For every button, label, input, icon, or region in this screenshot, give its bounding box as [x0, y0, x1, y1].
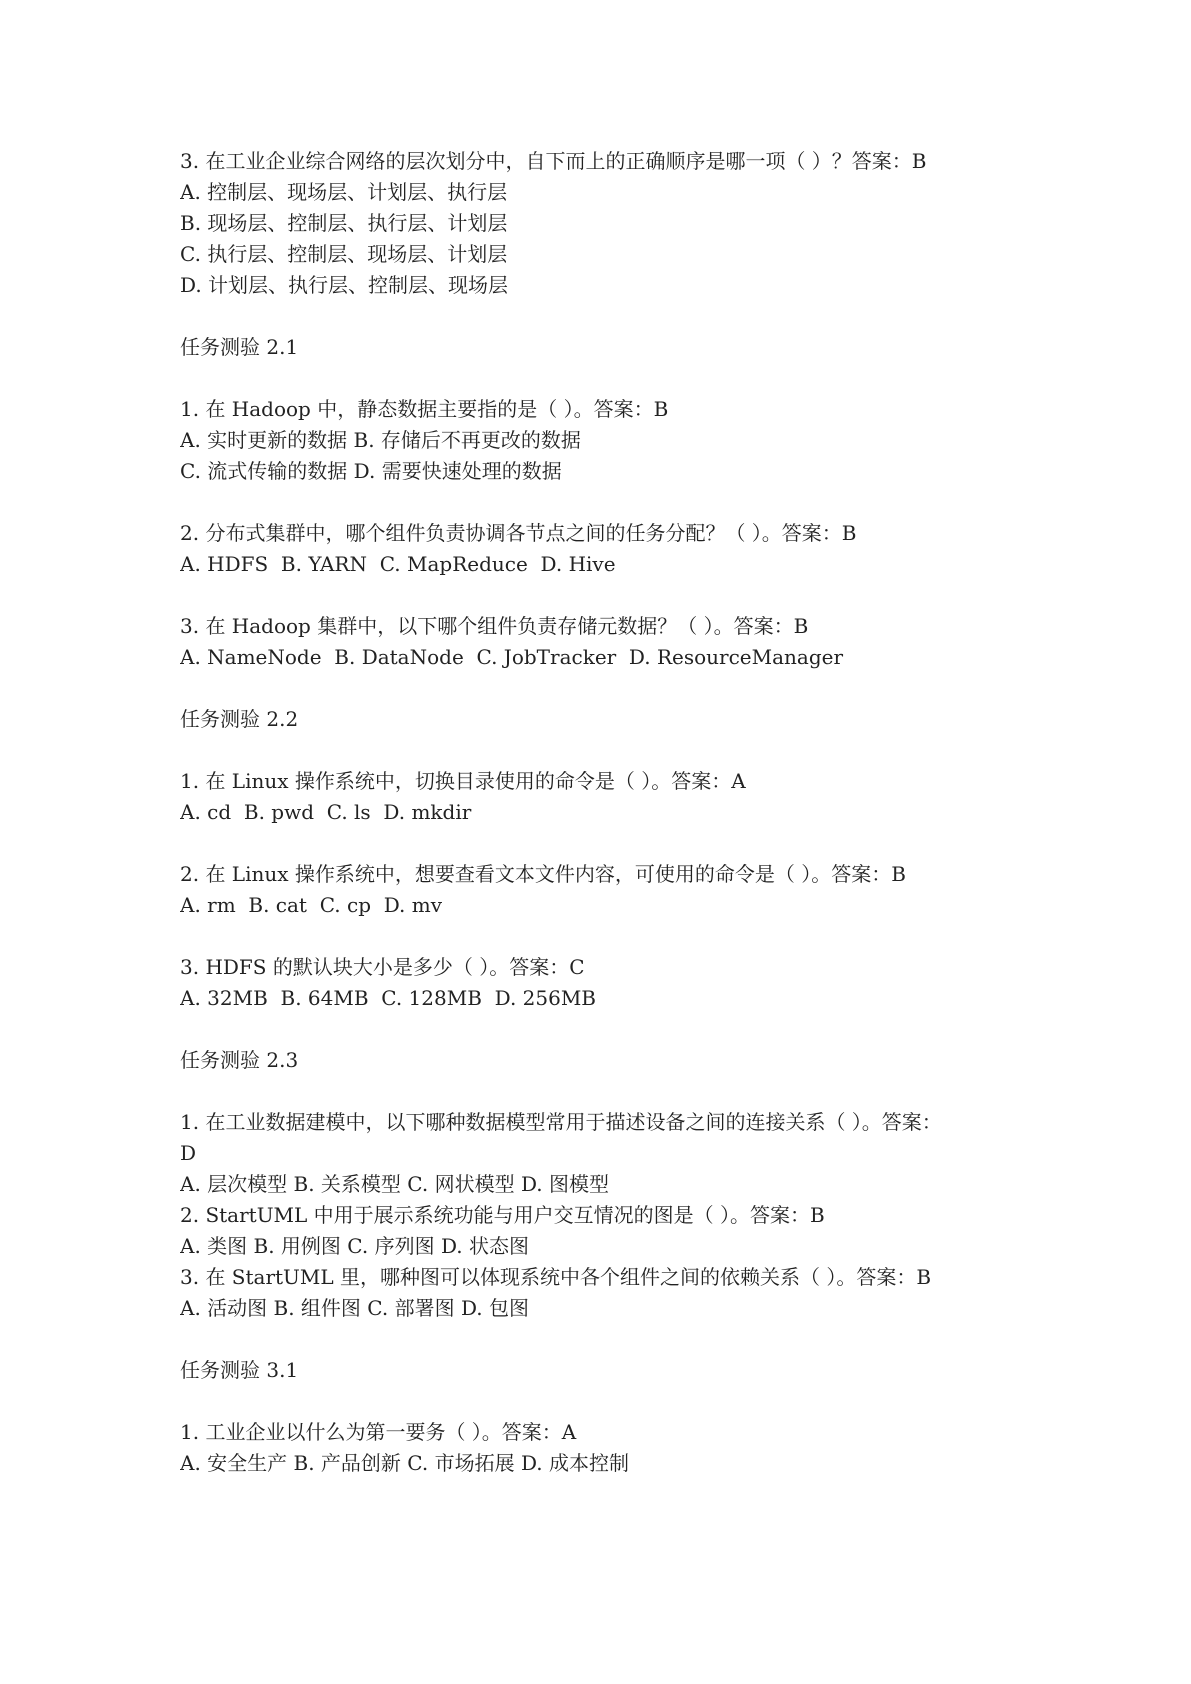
- spacer: [180, 487, 1020, 518]
- question-text-continued: D: [180, 1141, 197, 1165]
- option-line: A. 32MB B. 64MB C. 128MB D. 256MB: [180, 986, 597, 1010]
- spacer: [180, 1324, 1020, 1355]
- spacer: [180, 1014, 1020, 1045]
- question-text: 1. 在 Hadoop 中，静态数据主要指的是（ ）。答案：B: [180, 397, 669, 421]
- question-text: 2. 分布式集群中，哪个组件负责协调各节点之间的任务分配？（ ）。答案：B: [180, 521, 857, 545]
- question-text: 3. HDFS 的默认块大小是多少（ ）。答案：C: [180, 955, 585, 979]
- section-heading: 任务测验 2.3: [180, 1048, 299, 1072]
- question-text: 1. 在工业数据建模中，以下哪种数据模型常用于描述设备之间的连接关系（ ）。答案：: [180, 1110, 942, 1134]
- option-line: A. rm B. cat C. cp D. mv: [180, 893, 443, 917]
- spacer: [180, 828, 1020, 859]
- question-text: 3. 在工业企业综合网络的层次划分中，自下而上的正确顺序是哪一项（ ）？答案：B: [180, 149, 927, 173]
- question-text: 1. 工业企业以什么为第一要务（ ）。答案：A: [180, 1420, 577, 1444]
- option-line: A. 活动图 B. 组件图 C. 部署图 D. 包图: [180, 1296, 529, 1320]
- option-line: A. HDFS B. YARN C. MapReduce D. Hive: [180, 552, 616, 576]
- spacer: [180, 1386, 1020, 1417]
- section-heading: 任务测验 3.1: [180, 1358, 299, 1382]
- document-page: [180, 146, 1020, 1479]
- spacer: [180, 673, 1020, 704]
- question-text: 3. 在 StartUML 里，哪种图可以体现系统中各个组件之间的依赖关系（ ）。答案：B: [180, 1265, 932, 1289]
- option-line: A. 安全生产 B. 产品创新 C. 市场拓展 D. 成本控制: [180, 1451, 629, 1475]
- option-line: C. 流式传输的数据 D. 需要快速处理的数据: [180, 459, 562, 483]
- option-line: A. 层次模型 B. 关系模型 C. 网状模型 D. 图模型: [180, 1172, 609, 1196]
- option-line: A. cd B. pwd C. ls D. mkdir: [180, 800, 472, 824]
- option-line: C. 执行层、控制层、现场层、计划层: [180, 242, 508, 266]
- spacer: [180, 363, 1020, 394]
- spacer: [180, 921, 1020, 952]
- option-line: A. 控制层、现场层、计划层、执行层: [180, 180, 508, 204]
- spacer: [180, 735, 1020, 766]
- option-line: B. 现场层、控制层、执行层、计划层: [180, 211, 508, 235]
- section-heading: 任务测验 2.1: [180, 335, 299, 359]
- spacer: [180, 1076, 1020, 1107]
- question-text: 2. 在 Linux 操作系统中，想要查看文本文件内容，可使用的命令是（ ）。答案：B: [180, 862, 906, 886]
- section-heading: 任务测验 2.2: [180, 707, 299, 731]
- option-line: A. NameNode B. DataNode C. JobTracker D. ResourceManager: [180, 645, 844, 669]
- question-text: 1. 在 Linux 操作系统中，切换目录使用的命令是（ ）。答案：A: [180, 769, 746, 793]
- option-line: D. 计划层、执行层、控制层、现场层: [180, 273, 509, 297]
- option-line: A. 实时更新的数据 B. 存储后不再更改的数据: [180, 428, 581, 452]
- option-line: A. 类图 B. 用例图 C. 序列图 D. 状态图: [180, 1234, 529, 1258]
- spacer: [180, 301, 1020, 332]
- question-text: 2. StartUML 中用于展示系统功能与用户交互情况的图是（ ）。答案：B: [180, 1203, 825, 1227]
- question-text: 3. 在 Hadoop 集群中，以下哪个组件负责存储元数据？（ ）。答案：B: [180, 614, 809, 638]
- spacer: [180, 580, 1020, 611]
